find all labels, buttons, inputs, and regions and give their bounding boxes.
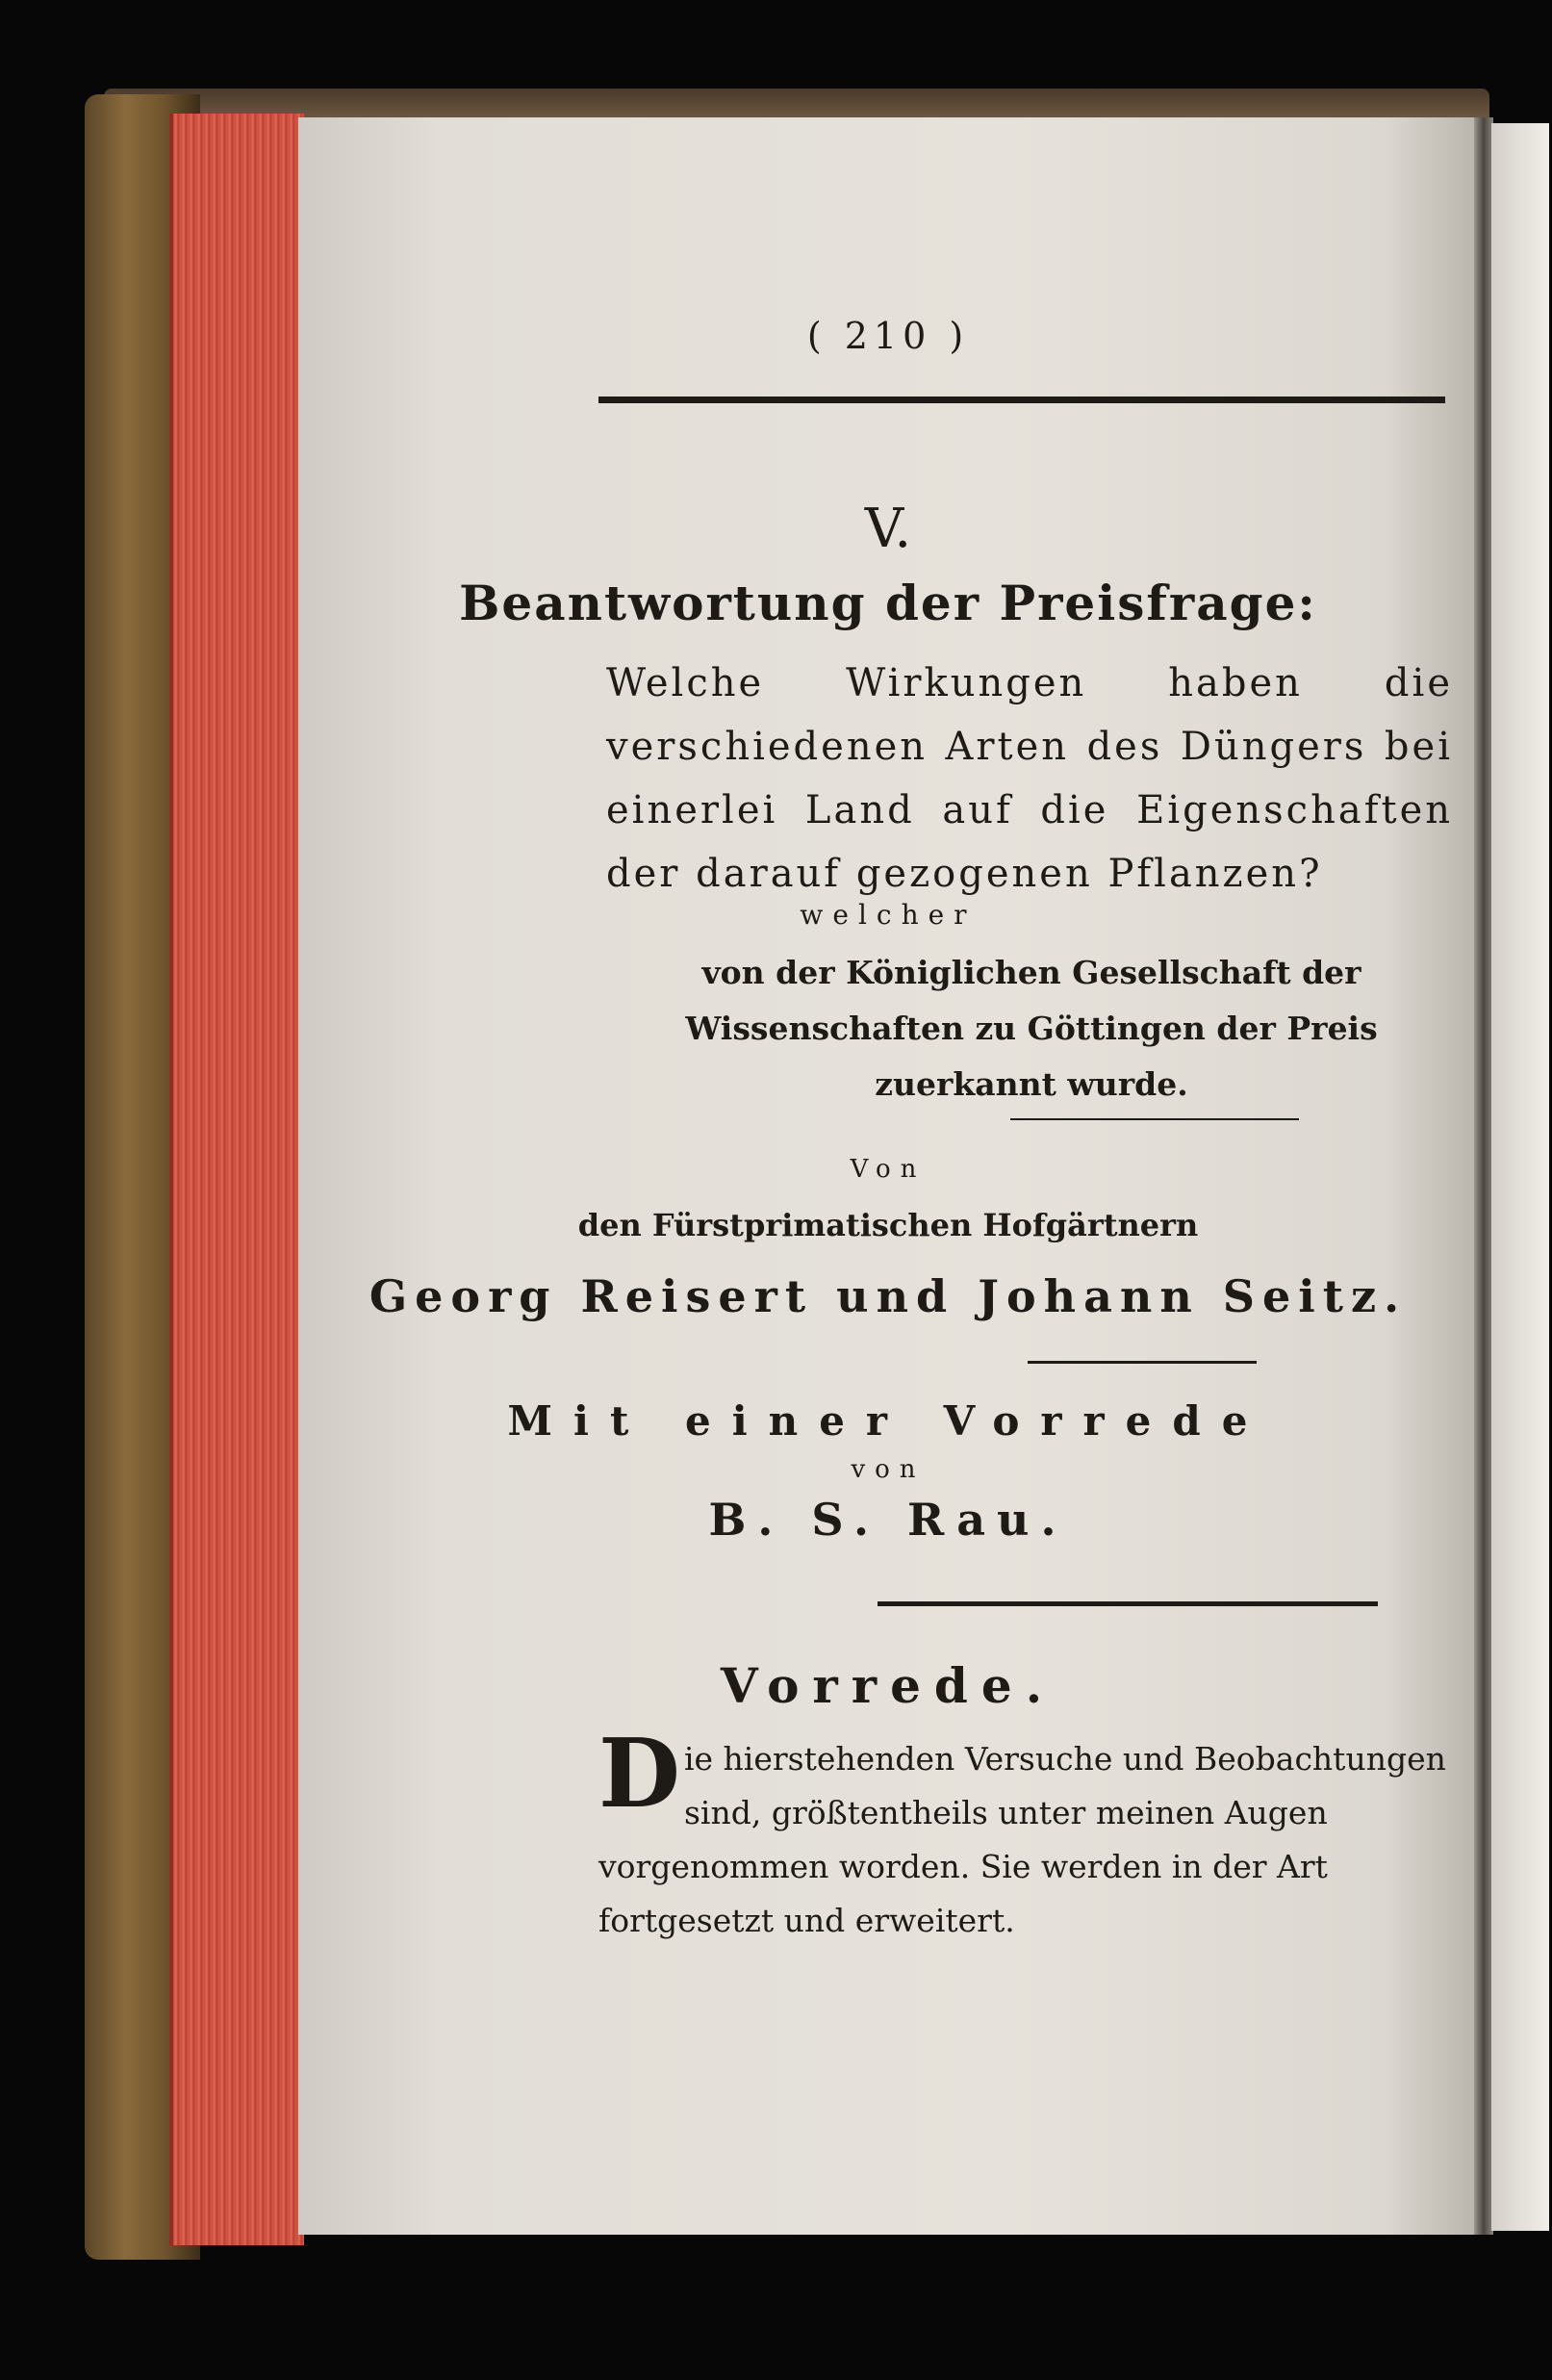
von-line-1: Von: [850, 1155, 927, 1184]
short-rule-2: [1028, 1361, 1257, 1364]
society-line: von der Königlichen Gesellschaft der Wissenschaften zu Göttingen der Preis zuerkannt wurde.: [685, 954, 1378, 1103]
authors-line: Georg Reisert und Johann Seitz.: [369, 1270, 1408, 1322]
top-rule: [598, 397, 1445, 403]
foreword-body: [598, 1719, 1464, 1948]
book: [85, 89, 1528, 2264]
drop-cap: D: [598, 1719, 680, 1830]
middle-rule: [878, 1601, 1378, 1606]
gardeners-line: den Fürstprimatischen Hofgärtnern: [577, 1207, 1199, 1243]
prize-question: Welche Wirkungen haben die verschiedenen Arten des Düngers bei einerlei Land auf die Eigenschaften der darauf gezogenen Pflanzen?: [606, 661, 1453, 896]
page-number: ( 210 ): [806, 315, 970, 357]
section-numeral: V.: [864, 498, 912, 560]
short-rule-1: [1010, 1118, 1299, 1120]
foreword-heading: Vorrede.: [720, 1657, 1056, 1714]
foreword-line: Mit einer Vorrede: [507, 1397, 1269, 1445]
foreword-body-text: ie hierstehenden Versuche und Beobachtungen sind, größtentheils unter meinen Augen vorgenommen worden. Sie werden in der Art fortgesetzt und erweitert.: [598, 1740, 1446, 1939]
foreword-author: B. S. Rau.: [708, 1494, 1068, 1546]
book-gutter: [1474, 117, 1493, 2235]
welcher-line: welcher: [800, 899, 977, 931]
book-cover-top: [104, 89, 1489, 117]
page-title: Beantwortung der Preisfrage:: [459, 575, 1317, 631]
book-page: [298, 117, 1478, 2235]
von-line-2: von: [851, 1455, 926, 1484]
page-edges-red: [169, 114, 304, 2245]
facing-page-edge: [1491, 123, 1549, 2231]
